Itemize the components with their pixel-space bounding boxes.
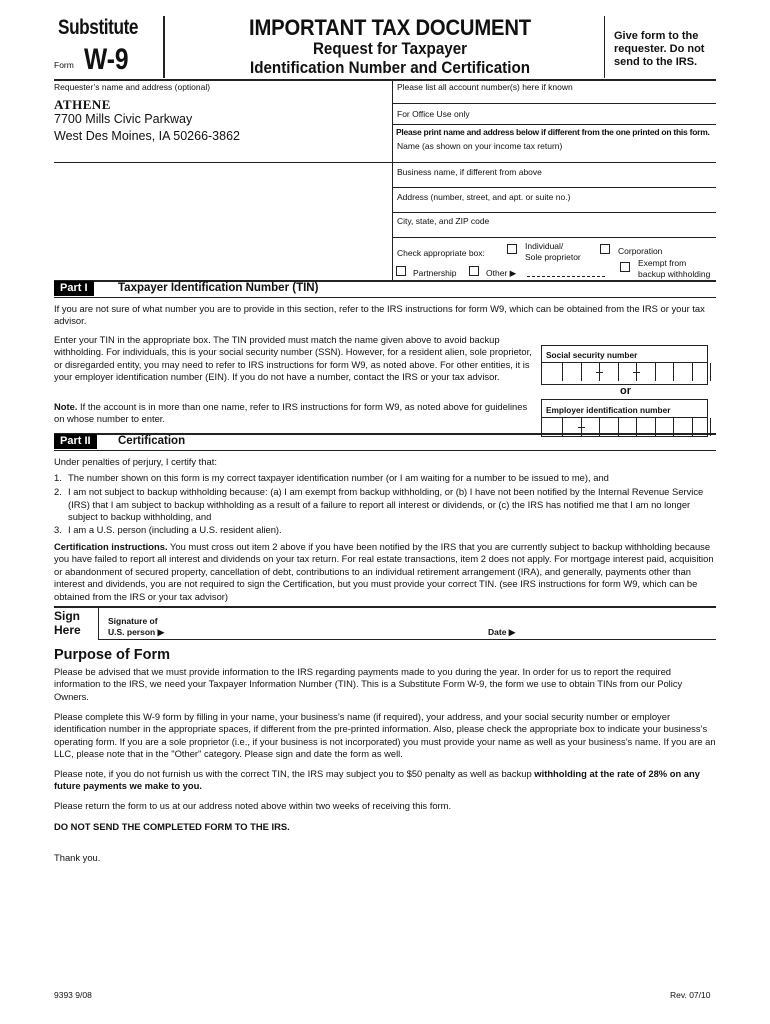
cert-item-num: 3.	[54, 523, 62, 535]
tin-digit-divider	[581, 363, 582, 381]
cert-items	[54, 472, 718, 536]
cert-item-1	[54, 472, 718, 484]
rule	[54, 297, 716, 298]
purpose-p3-text: Please note, if you do not furnish us with the correct TIN, the IRS may subject you to $50 penalty as well as backup	[54, 768, 535, 779]
requester-company: ATHENE	[54, 97, 111, 112]
header-bottom-rule	[54, 79, 716, 81]
rule	[392, 124, 716, 125]
purpose-p1: Please be advised that we must provide information to the IRS regarding payments made to you during the year. In order for us to report the required information to the IRS, we need your Taxpayer Information Number (TIN). This is a Substitute Form W-9, the form we use to obtain TINs from our Policy Owners.	[54, 666, 683, 702]
cert-item-num: 2.	[54, 486, 62, 498]
account-numbers-field[interactable]: Please list all account number(s) here if known	[397, 82, 573, 92]
part1-intro: If you are not sure of what number you are to provide in this section, refer to the IRS instructions for form W9, which can be obtained from the IRS or your tax advisor.	[54, 303, 705, 327]
tin-digit-divider	[562, 418, 563, 436]
date-label: Date ▶	[488, 627, 516, 637]
exempt-label-1: Exempt from	[638, 258, 687, 268]
partnership-checkbox[interactable]	[396, 266, 406, 276]
signature-label-2: U.S. person ▶	[108, 627, 165, 637]
cert-item-text: I am a U.S. person (including a U.S. resident alien).	[68, 523, 282, 535]
tin-digit-divider	[673, 418, 674, 436]
part1-enter-tin: Enter your TIN in the appropriate box. The TIN provided must match the name given above to avoid backup withholding. For individuals, this is your social security number (SSN). However, for a resident alien, sole proprietor, or disregarded entity, you may need to refer to IRS instructions for form W9, as noted above. For other entities, it is your employer identification number (EIN). If you do not have a number, contact the IRS or your tax advisor.	[54, 334, 532, 383]
tin-digit-divider	[562, 363, 563, 381]
tin-digit-divider	[599, 418, 600, 436]
footer-form-code: 9393 9/08	[54, 990, 92, 1000]
purpose-p3-bold: withholding at the rate of 28% on any future payments we make to you.	[54, 768, 700, 792]
cert-item-2	[54, 486, 718, 523]
purpose-p6: Thank you.	[54, 852, 101, 863]
tin-digit-divider	[692, 418, 693, 436]
check-box-label: Check appropriate box:	[397, 248, 485, 258]
note-label: Note.	[54, 401, 78, 412]
cert-item-text: I am not subject to backup withholding because: (a) I am exempt from backup withholding, or (b) I have not been notified by the Internal Revenue Service (IRS) that I am subject to backup withholding as a result of a failure to report all interest or dividends, or (c) the IRS has notified me that I am no longer subject to backup withholding, and	[68, 486, 704, 523]
header-divider-left	[163, 16, 165, 78]
rule	[392, 237, 716, 238]
or-label: or	[620, 385, 631, 397]
rule	[392, 212, 716, 213]
note-text: If the account is in more than one name, refer to IRS instructions for form W9, as noted above for guidelines on whose number to enter.	[54, 401, 528, 425]
requester-label: Requester’s name and address (optional)	[54, 82, 211, 92]
rule	[54, 450, 716, 451]
purpose-heading: Purpose of Form	[54, 647, 171, 663]
rule	[98, 639, 716, 640]
tin-digit-divider	[655, 418, 656, 436]
part2-title: Certification	[118, 435, 186, 447]
ssn-label: Social security number	[546, 350, 638, 360]
header-divider-right	[604, 16, 605, 78]
sole-prop-label: Sole proprietor	[525, 252, 581, 262]
business-name-field[interactable]: Business name, if different from above	[397, 167, 542, 177]
signature-label-1: Signature of	[108, 616, 158, 626]
partnership-label: Partnership	[413, 268, 457, 278]
cert-instr-label: Certification instructions.	[54, 541, 168, 552]
purpose-p2: Please complete this W-9 form by filling in your name, your business’s name (if required), your address, and your social security number or employer identification number in the appropriate spaces, if different from the pre-printed information. Also, please check the appropriate box to indicate your business’s operating form. If you are a sole proprietor (i.e., if your business is not incorporated) you must provide your name as well as your business’s name. If you are an LLC, please note that in the "Other" category. Please sign and date the form as well.	[54, 711, 716, 760]
purpose-p5: DO NOT SEND THE COMPLETED FORM TO THE IRS.	[54, 821, 290, 832]
individual-label: Individual/	[525, 241, 564, 251]
requester-city: West Des Moines, IA 50266-3862	[54, 129, 240, 143]
tin-dash	[633, 372, 640, 373]
other-entry-line[interactable]	[527, 276, 605, 277]
part2-label: Part II	[54, 434, 97, 449]
print-notice: Please print name and address below if different from the one printed on this form.	[396, 127, 710, 137]
purpose-p4: Please return the form to us at our address noted above within two weeks of receiving this form.	[54, 800, 452, 811]
part1-note	[54, 401, 538, 426]
ein-label: Employer identification number	[546, 405, 671, 415]
part1-title: Taxpayer Identification Number (TIN)	[118, 282, 319, 294]
rule	[54, 162, 716, 163]
tin-digit-divider	[673, 363, 674, 381]
subtitle-line2: Identification Number and Certification	[249, 59, 530, 77]
rule	[392, 103, 716, 104]
tin-dash	[596, 372, 603, 373]
part1-label: Part I	[54, 281, 94, 296]
cert-item-3	[54, 524, 718, 536]
tin-digit-divider	[636, 418, 637, 436]
cert-instr-text: You must cross out item 2 above if you have been notified by the IRS that you are currently subject to backup withholding because you have failed to report all interest and dividends on your tax return. For real estate transactions, item 2 does not apply. For mortgage interest paid, acquisition or abandonment of secured property, cancellation of debt, contributions to an individual retirement arrangement (IRA), and generally, payments other than interest and dividends, you are not required to sign the Certification, but you must provide your correct TIN. (see IRS instructions for form W9, which can be obtained from the IRS or your tax advisor)	[54, 541, 714, 602]
requester-street: 7700 Mills Civic Parkway	[54, 112, 193, 126]
tin-digit-divider	[692, 363, 693, 381]
tin-digit-divider	[618, 418, 619, 436]
footer-revision: Rev. 07/10	[670, 990, 711, 1000]
tin-digit-divider	[618, 363, 619, 381]
other-checkbox[interactable]	[469, 266, 479, 276]
exempt-label-2: backup withholding	[638, 269, 711, 279]
sign-label: Sign	[54, 609, 80, 623]
main-title: IMPORTANT TAX DOCUMENT	[249, 15, 531, 40]
other-label: Other ▶	[486, 268, 517, 278]
subtitle-line1: Request for Taxpayer	[312, 40, 468, 58]
name-field[interactable]: Name (as shown on your income tax return)	[397, 141, 563, 151]
tin-digit-divider	[710, 418, 711, 436]
individual-checkbox[interactable]	[507, 244, 517, 254]
purpose-p3	[54, 768, 718, 793]
give-form-note: Give form to the requester. Do not send to the IRS.	[614, 30, 705, 69]
rule	[392, 187, 716, 188]
substitute-label: Substitute	[58, 16, 139, 39]
cert-item-num: 1.	[54, 472, 62, 483]
cert-item-text: The number shown on this form is my correct taxpayer identification number (or I am waiting for a number to be issued to me), and	[68, 472, 609, 483]
form-label: Form	[54, 60, 74, 70]
here-label: Here	[54, 623, 81, 637]
cert-instructions	[54, 541, 718, 603]
address-field[interactable]: Address (number, street, and apt. or suite no.)	[397, 192, 571, 202]
fields-divider	[392, 80, 393, 280]
under-penalties: Under penalties of perjury, I certify that:	[54, 456, 217, 467]
corporation-checkbox[interactable]	[600, 244, 610, 254]
rule	[541, 362, 708, 363]
office-use-label: For Office Use only	[397, 109, 470, 119]
city-field[interactable]: City, state, and ZIP code	[397, 216, 490, 226]
exempt-checkbox[interactable]	[620, 262, 630, 272]
rule	[54, 606, 716, 608]
tin-digit-divider	[710, 363, 711, 381]
corporation-label: Corporation	[618, 246, 663, 256]
rule	[98, 607, 99, 640]
tin-digit-divider	[655, 363, 656, 381]
rule	[541, 417, 708, 418]
form-number: W-9	[84, 43, 129, 76]
tin-dash	[578, 427, 585, 428]
